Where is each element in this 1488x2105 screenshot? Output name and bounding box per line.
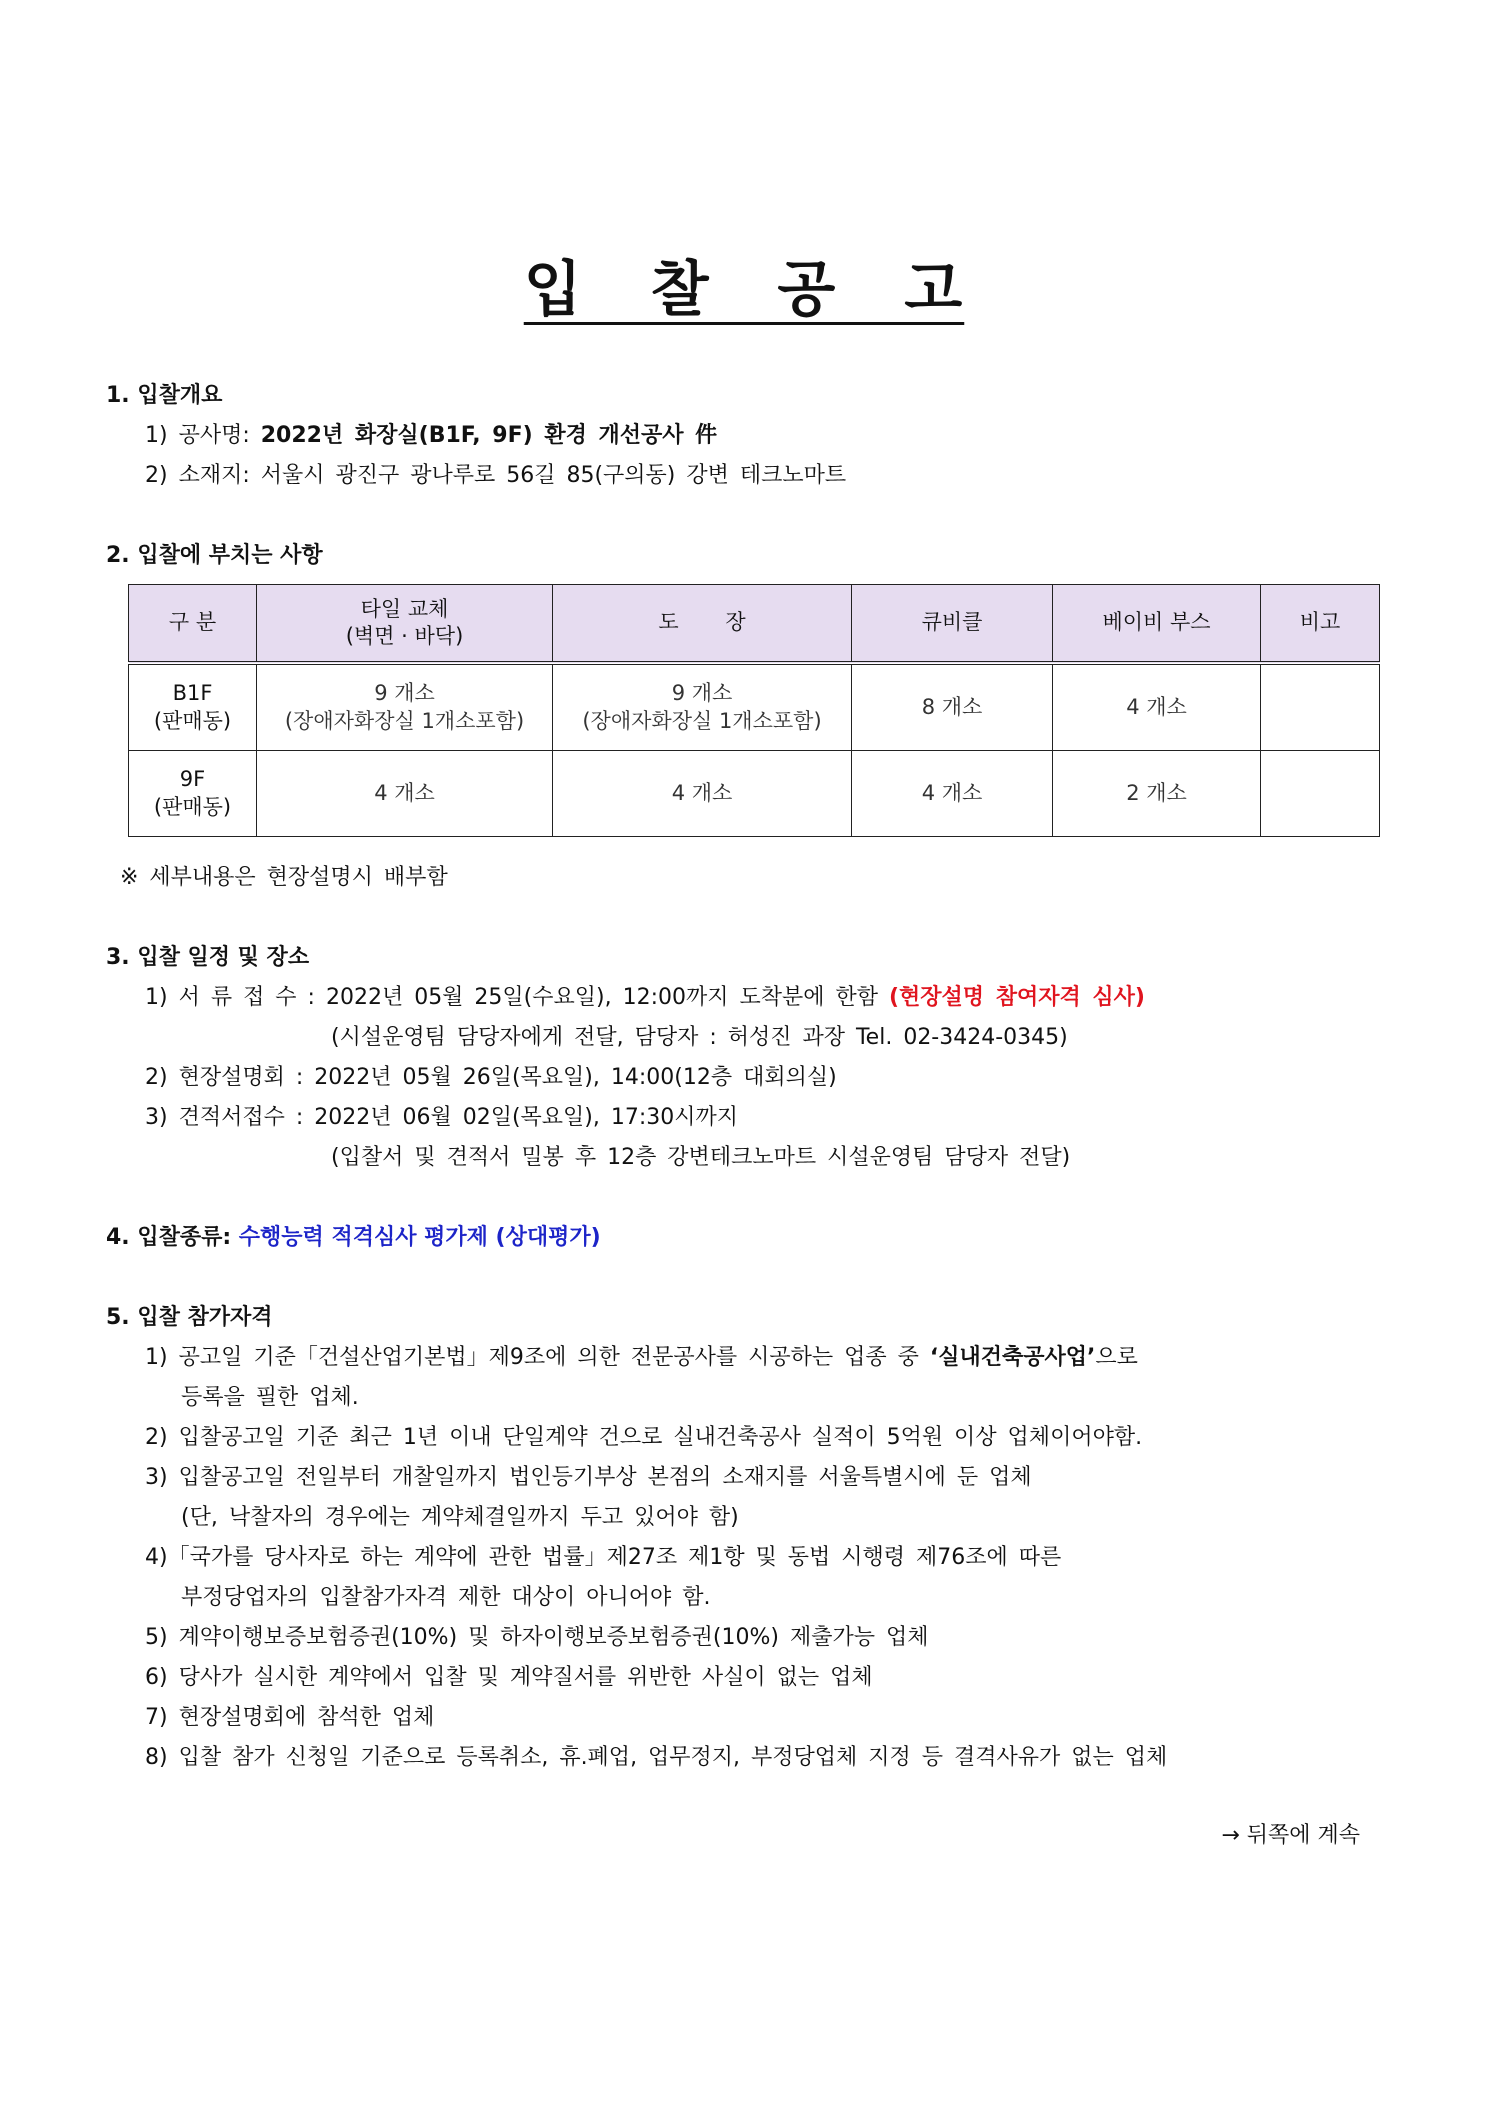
page-title: 입 찰 공 고: [523, 255, 965, 325]
project-name-label: 1) 공사명:: [145, 423, 261, 448]
table-row: [129, 663, 1380, 751]
cell-painting: 9 개소 (장애자화장실 1개소포함): [553, 663, 852, 751]
cell-baby-booth: 4 개소: [1053, 663, 1261, 751]
schedule-line-1: 1) 서 류 접 수 : 2022년 05월 25일(수요일), 12:00까지 도착분에 한함 (현장설명 참여자격 심사): [145, 985, 1145, 1010]
schedule-line-3: 3) 견적서접수 : 2022년 06월 02일(목요일), 17:30시까지: [145, 1105, 739, 1130]
qualification-8: 8) 입찰 참가 신청일 기준으로 등록취소, 휴.폐업, 업무정지, 부정당업체 지정 등 결격사유가 없는 업체: [145, 1745, 1168, 1770]
qualification-2: 2) 입찰공고일 기준 최근 1년 이내 단일계약 건으로 실내건축공사 실적이 5억원 이상 업체이어야함.: [145, 1425, 1143, 1450]
cell-remarks: [1261, 663, 1380, 751]
qualification-7: 7) 현장설명회에 참석한 업체: [145, 1705, 435, 1730]
table-note: ※ 세부내용은 현장설명시 배부함: [120, 865, 448, 890]
table-row: [129, 751, 1380, 837]
continued-note: → 뒤쪽에 계속: [1221, 1823, 1360, 1848]
qualification-6: 6) 당사가 실시한 계약에서 입찰 및 계약질서를 위반한 사실이 없는 업체: [145, 1665, 873, 1690]
header-painting: 도 장: [553, 585, 852, 664]
cell-baby-booth: 2 개소: [1053, 751, 1261, 837]
schedule-line-3b: (입찰서 및 견적서 밀봉 후 12층 강변테크노마트 시설운영팀 담당자 전달): [331, 1145, 1071, 1170]
project-name-line: [145, 418, 717, 449]
header-remarks: 비고: [1261, 585, 1380, 664]
qualification-3: 3) 입찰공고일 전일부터 개찰일까지 법인등기부상 본점의 소재지를 서울특별시에 둔 업체: [145, 1465, 1032, 1490]
cell-category: 9F (판매동): [129, 751, 257, 837]
cell-cubicle: 4 개소: [852, 751, 1053, 837]
qualification-5: 5) 계약이행보증보험증권(10%) 및 하자이행보증보험증권(10%) 제출가능 업체: [145, 1625, 929, 1650]
section-4-heading: 4. 입찰종류: 수행능력 적격심사 평가제 (상대평가): [106, 1225, 601, 1250]
qualification-4b: 부정당업자의 입찰참가자격 제한 대상이 아니어야 함.: [181, 1585, 711, 1610]
bid-type-value: 수행능력 적격심사 평가제 (상대평가): [238, 1225, 601, 1250]
cell-tile: 9 개소 (장애자화장실 1개소포함): [257, 663, 553, 751]
qualification-1b: 등록을 필한 업체.: [181, 1385, 359, 1410]
table-header-row: [129, 585, 1380, 664]
cell-category: B1F (판매동): [129, 663, 257, 751]
header-category: 구 분: [129, 585, 257, 664]
bid-items-table: [128, 584, 1380, 837]
header-baby-booth: 베이비 부스: [1053, 585, 1261, 664]
qualification-1: 1) 공고일 기준「건설산업기본법」제9조에 의한 전문공사를 시공하는 업종 중 ‘실내건축공사업’으로: [145, 1345, 1138, 1370]
cell-cubicle: 8 개소: [852, 663, 1053, 751]
header-tile: 타일 교체 (벽면 · 바닥): [257, 585, 553, 664]
cell-tile: 4 개소: [257, 751, 553, 837]
section-2-heading: 2. 입찰에 부치는 사항: [106, 543, 323, 568]
project-name-value: 2022년 화장실(B1F, 9F) 환경 개선공사 件: [260, 423, 718, 448]
cell-remarks: [1261, 751, 1380, 837]
qualification-4: 4)「국가를 당사자로 하는 계약에 관한 법률」제27조 제1항 및 동법 시행령 제76조에 따른: [145, 1545, 1062, 1570]
section-1-heading: 1. 입찰개요: [106, 383, 223, 408]
schedule-line-2: 2) 현장설명회 : 2022년 05월 26일(목요일), 14:00(12층 대회의실): [145, 1065, 837, 1090]
section-3-heading: 3. 입찰 일정 및 장소: [106, 945, 310, 970]
qualification-3b: (단, 낙찰자의 경우에는 계약체결일까지 두고 있어야 함): [181, 1505, 739, 1530]
cell-painting: 4 개소: [553, 751, 852, 837]
header-cubicle: 큐비클: [852, 585, 1053, 664]
section-5-heading: 5. 입찰 참가자격: [106, 1305, 273, 1330]
location-line: 2) 소재지: 서울시 광진구 광나루로 56길 85(구의동) 강변 테크노마트: [145, 463, 847, 488]
schedule-line-1b: (시설운영팀 담당자에게 전달, 담당자 : 허성진 과장 Tel. 02-3424-0345): [331, 1025, 1068, 1050]
qualification-review-note: (현장설명 참여자격 심사): [888, 985, 1145, 1010]
qualification-1-bold: ‘실내건축공사업’: [929, 1345, 1096, 1370]
